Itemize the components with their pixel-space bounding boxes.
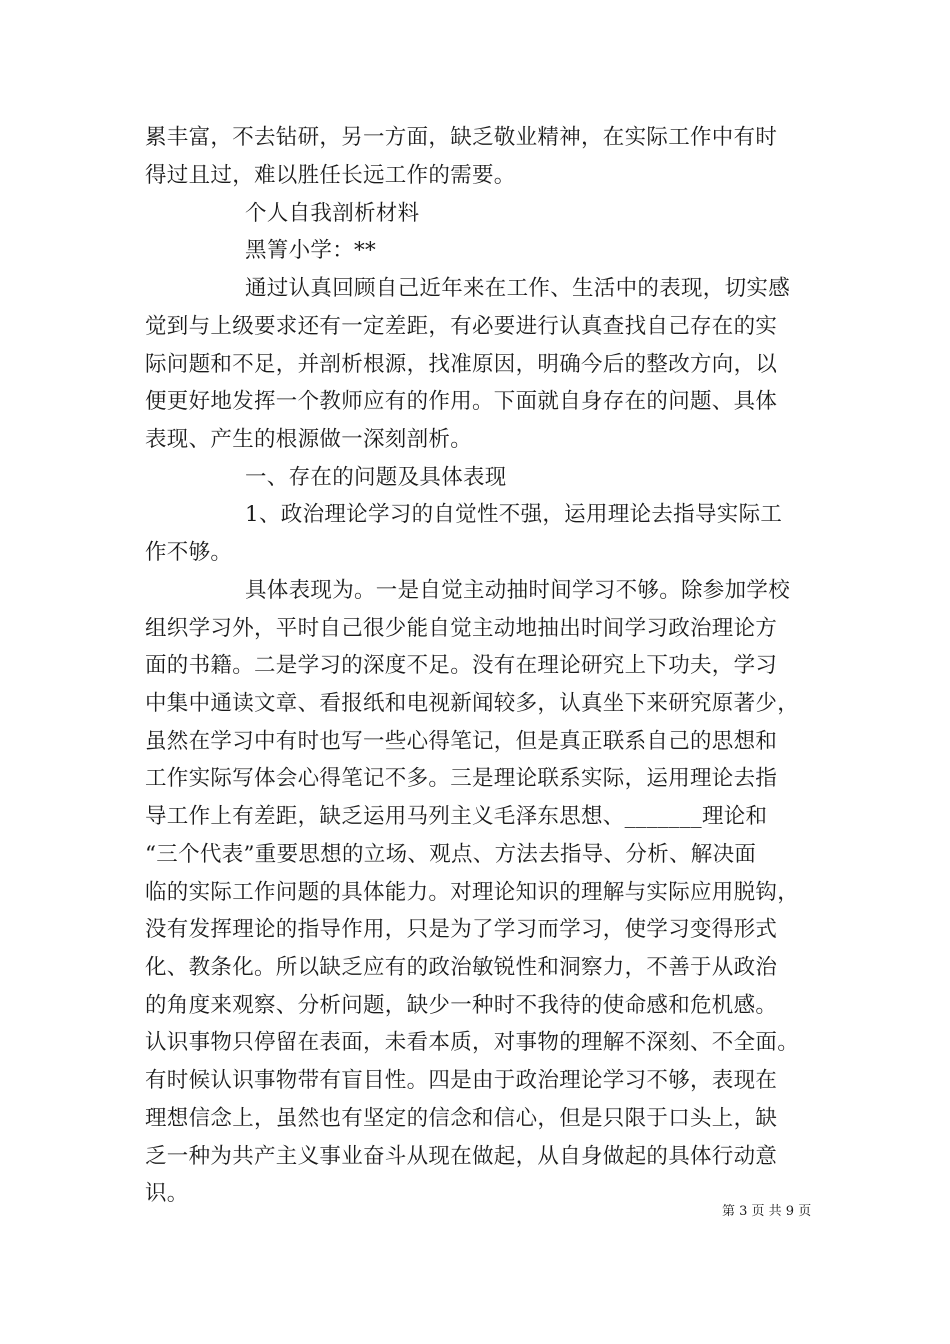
body-line: 的角度来观察、分析问题，缺少一种时不我待的使命感和危机感。 [145, 993, 778, 1018]
body-line: 累丰富，不去钻研，另一方面，缺乏敬业精神，在实际工作中有时 [145, 125, 778, 150]
body-line: 临的实际工作问题的具体能力。对理论知识的理解与实际应用脱钩， [145, 880, 800, 905]
subheading-line: 1、政治理论学习的自觉性不强，运用理论去指导实际工 [245, 502, 783, 527]
body-line: 便更好地发挥一个教师应有的作用。下面就自身存在的问题、具体 [145, 389, 778, 414]
body-line: 虽然在学习中有时也写一些心得笔记，但是真正联系自己的思想和 [145, 729, 778, 754]
body-line: 际问题和不足，并剖析根源，找准原因，明确今后的整改方向，以 [145, 352, 778, 377]
body-line: 没有发挥理论的指导作用，只是为了学习而学习，使学习变得形式 [145, 917, 778, 942]
body-line: 中集中通读文章、看报纸和电视新闻较多，认真坐下来研究原著少， [145, 691, 800, 716]
body-line: 具体表现为。一是自觉主动抽时间学习不够。除参加学校 [245, 578, 791, 603]
heading-line: 一、存在的问题及具体表现 [245, 465, 507, 490]
body-line: 识。 [145, 1181, 189, 1206]
body-line: 组织学习外，平时自己很少能自觉主动地抽出时间学习政治理论方 [145, 616, 778, 641]
body-line: 得过且过，难以胜任长远工作的需要。 [145, 163, 516, 188]
body-line: 工作实际写体会心得笔记不多。三是理论联系实际，运用理论去指 [145, 766, 778, 791]
author-line: 黑箐小学：** [245, 238, 377, 263]
body-line: 认识事物只停留在表面，未看本质，对事物的理解不深刻、不全面。 [145, 1030, 800, 1055]
body-line: 通过认真回顾自己近年来在工作、生活中的表现，切实感 [245, 276, 791, 301]
body-line: 觉到与上级要求还有一定差距，有必要进行认真查找自己存在的实 [145, 314, 778, 339]
section-title: 个人自我剖析材料 [245, 201, 420, 226]
body-line: 表现、产生的根源做一深刻剖析。 [145, 427, 473, 452]
page-number: 第 3 页 共 9 页 [722, 1204, 812, 1219]
body-line: 乏一种为共产主义事业奋斗从现在做起，从自身做起的具体行动意 [145, 1144, 778, 1169]
body-line: 面的书籍。二是学习的深度不足。没有在理论研究上下功夫，学习 [145, 653, 778, 678]
body-line: “三个代表”重要思想的立场、观点、方法去指导、分析、解决面 [145, 842, 757, 867]
body-line: 作不够。 [145, 540, 233, 565]
body-line: 理想信念上，虽然也有坚定的信念和信心，但是只限于口头上，缺 [145, 1106, 778, 1131]
body-line: 有时候认识事物带有盲目性。四是由于政治理论学习不够，表现在 [145, 1068, 778, 1093]
body-line: 导工作上有差距，缺乏运用马列主义毛泽东思想、_______理论和 [145, 804, 768, 829]
body-line: 化、教条化。所以缺乏应有的政治敏锐性和洞察力，不善于从政治 [145, 955, 778, 980]
